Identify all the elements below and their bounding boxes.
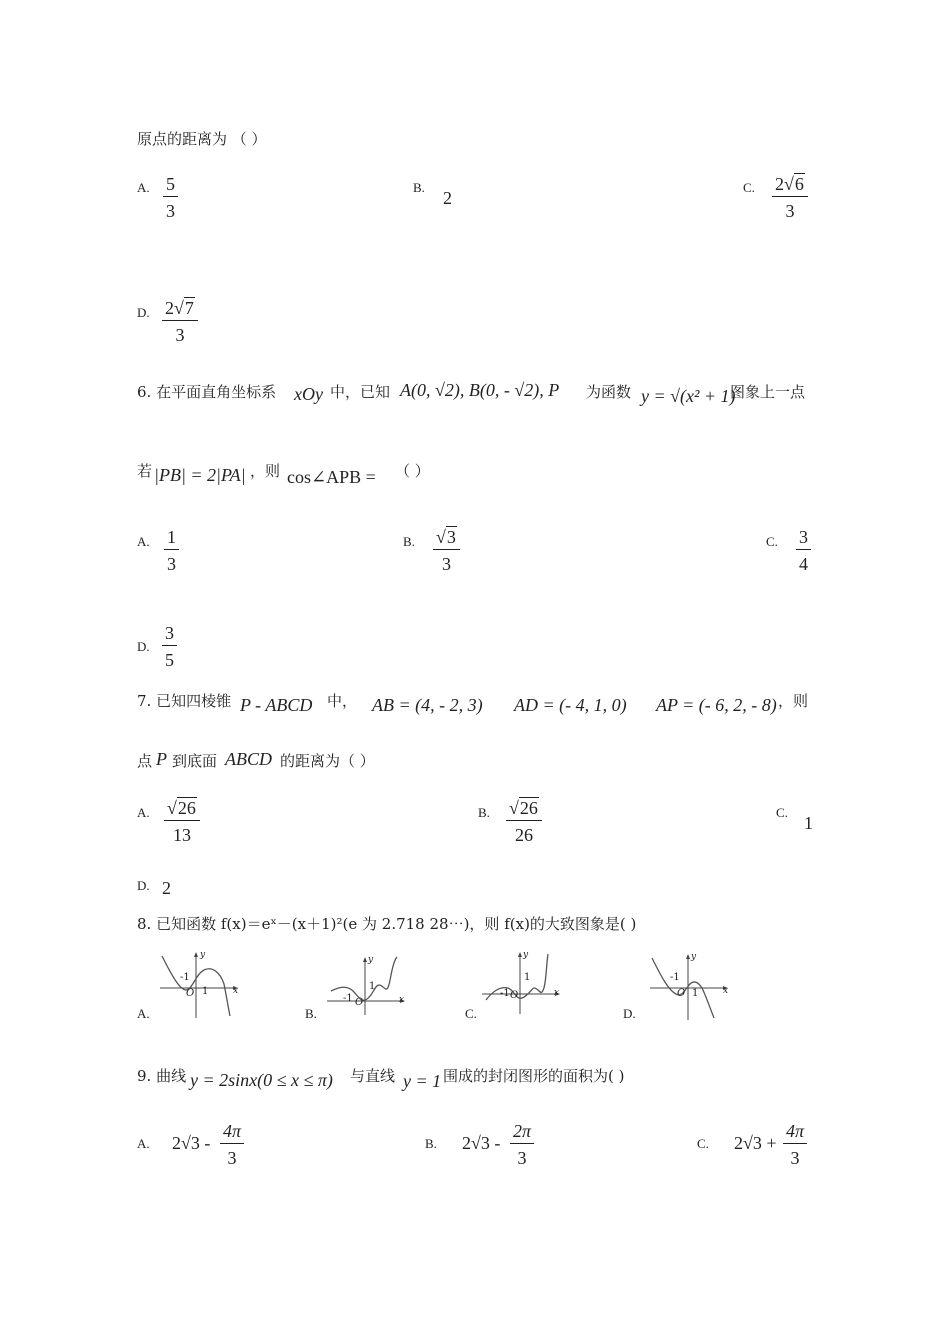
q8-option-c-label: C. [465,1006,477,1021]
q8-d-y-label: y [691,952,697,962]
q5-stem-tail: 原点的距离为 （ ） [137,130,267,148]
q8-a-origin: O [186,988,195,999]
q7-line2-mid: 到底面 [172,752,218,770]
q8-b-tick-pos: 1 [369,981,376,992]
q8-d-origin: O [677,988,686,999]
q6-option-b-value: √3 3 [433,528,460,573]
q6-ask: cos∠APB = [287,467,376,487]
q8-a-x-label: x [233,986,239,996]
q7-pyramid: P - ABCD [240,695,313,715]
q8-option-a-graph [158,950,240,1020]
q8-d-tick-neg: -1 [670,972,680,983]
q6-mid: 中，已知 [330,383,391,401]
q9-option-a-lead: 2√3 - [172,1133,211,1153]
q6-comma: ，则 [250,462,281,480]
q7-option-d-value: 2 [162,878,171,898]
q8-option-b-label: B. [305,1006,317,1021]
q6-option-c-value: 3 4 [796,528,811,573]
q8-b-y-label: y [368,955,374,965]
q6-func: y = √(x² + 1) [641,386,736,406]
q7-base: ABCD [225,749,272,769]
q7-option-b-value: √26 26 [506,799,542,844]
q8-d-tick-pos: 1 [692,988,699,999]
q5-option-a-value: 5 3 [163,175,178,220]
q5-option-d-value: 2√7 3 [162,299,198,344]
q9-tail: 围成的封闭图形的面积为( ) [443,1067,625,1085]
q9-line: y = 1 [403,1071,442,1091]
q6-option-b-label: B. [403,534,415,549]
q6-condition: |PB| = 2|PA| [154,465,246,485]
q7-point-p: P [156,749,167,769]
q7-option-c-label: C. [776,805,788,820]
q7-vector-ab: AB = (4, - 2, 3) [372,695,483,715]
q7-prefix: 7. 已知四棱锥 [137,692,232,710]
q9-option-c-label: C. [697,1136,709,1151]
q7-option-c-value: 1 [804,813,813,833]
q9-option-a-label: A. [137,1136,150,1151]
q7-mid: 中， [327,692,358,710]
q9-option-c-frac: 4π 3 [783,1122,807,1167]
q9-option-b-frac: 2π 3 [510,1122,534,1167]
q8-a-tick-pos: 1 [202,986,209,997]
q7-line2-pre: 点 [137,752,153,770]
q6-coord: xOy [294,384,323,404]
q6-func-pre: 为函数 [586,383,632,401]
q6-paren: （ ） [395,462,430,480]
q8-option-a-label: A. [137,1006,150,1021]
q6-option-a-value: 1 3 [164,528,179,573]
q6-option-a-label: A. [137,534,150,549]
q7-option-d-label: D. [137,878,150,893]
q7-line2-post: 的距离为（ ） [280,752,375,770]
q5-option-c-label: C. [743,180,755,195]
q6-option-c-label: C. [766,534,778,549]
q9-option-a-frac: 4π 3 [220,1122,244,1167]
q5-option-c-value: 2√6 3 [772,175,808,220]
q6-func-post: 图象上一点 [730,383,806,401]
q9-mid: 与直线 [350,1067,396,1085]
q6-option-d-value: 3 5 [162,624,177,669]
q7-vector-ad: AD = (- 4, 1, 0) [514,695,627,715]
q7-option-a-label: A. [137,805,150,820]
q5-option-d-label: D. [137,305,150,320]
q8-c-y-label: y [523,950,529,960]
q6-option-d-label: D. [137,639,150,654]
q8-b-origin: O [355,997,364,1008]
q5-option-b-value: 2 [443,188,452,208]
q8-d-x-label: x [723,986,729,996]
q7-option-b-label: B. [478,805,490,820]
q7-vector-ap: AP = (- 6, 2, - 8) [656,695,777,715]
q7-tail: ，则 [778,692,809,710]
q6-points: A(0, √2), B(0, - √2), P [400,380,560,400]
q8-a-tick-neg: -1 [180,972,190,983]
q7-option-a-value: √26 13 [164,799,200,844]
q6-line2-pre: 若 [137,462,153,480]
q8-b-x-label: x [399,995,405,1005]
q8-a-y-label: y [200,950,206,960]
q9-curve: y = 2sinx(0 ≤ x ≤ π) [190,1070,333,1090]
q9-prefix: 9. 曲线 [137,1067,187,1085]
q9-option-c-lead: 2√3 + [734,1133,777,1153]
q8-c-origin: O [510,990,519,1001]
q8-stem: 8. 已知函数 f(x)＝eˣ－(x＋1)²(e 为 2.718 28⋯)，则 f(x)的大致图象是( ) [137,915,637,933]
q8-b-tick-neg: -1 [343,993,353,1004]
q8-option-d-graph [648,952,730,1022]
q6-prefix: 6. 在平面直角坐标系 [137,383,277,401]
q5-option-b-label: B. [413,180,425,195]
q8-option-c-graph [480,950,562,1016]
q8-c-tick-pos: 1 [524,972,531,983]
q9-option-b-label: B. [425,1136,437,1151]
q5-option-a-label: A. [137,180,150,195]
q8-option-d-label: D. [623,1006,636,1021]
q8-option-b-graph [325,955,407,1017]
q9-option-b-lead: 2√3 - [462,1133,501,1153]
q8-c-x-label: x [554,988,560,998]
q8-c-tick-neg: -1 [500,988,510,999]
